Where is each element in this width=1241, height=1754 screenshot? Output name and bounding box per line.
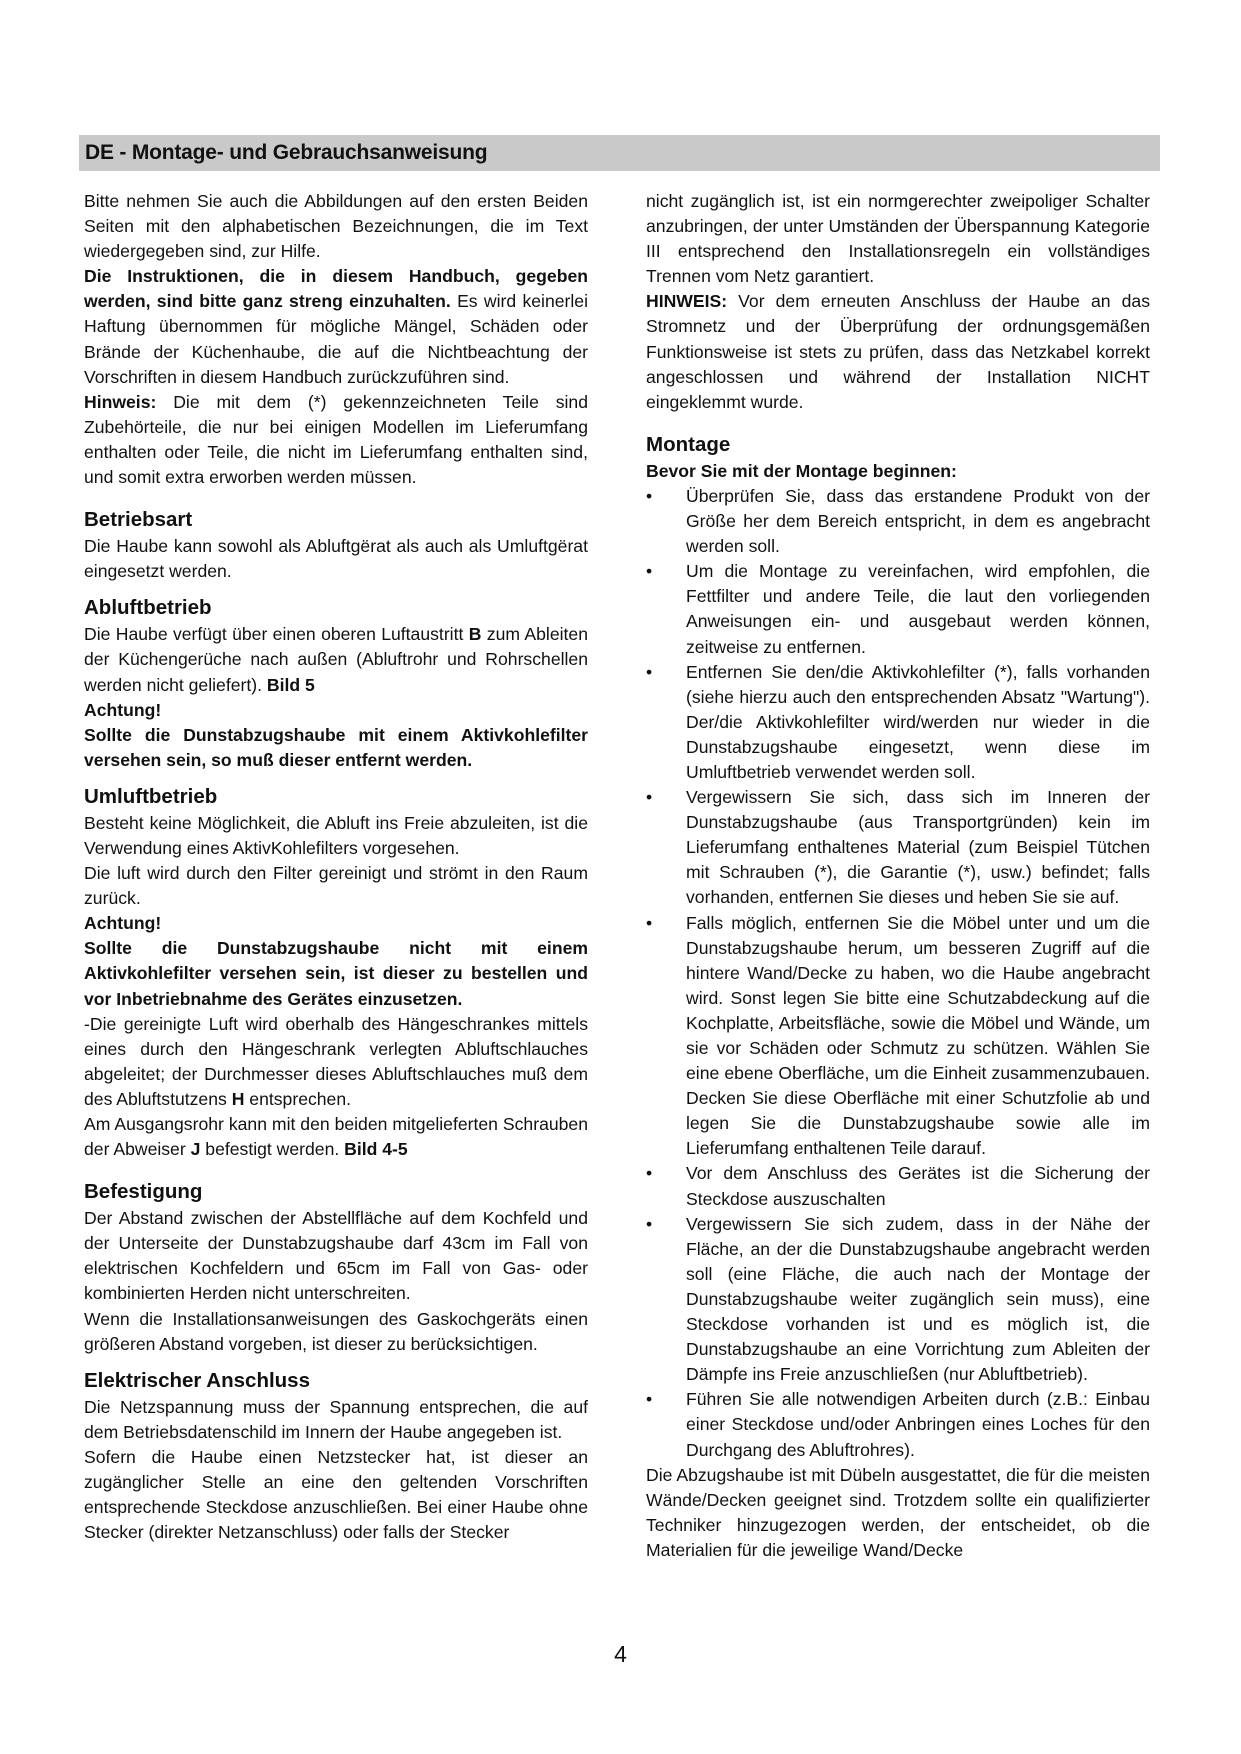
abluft-letter-b: B: [468, 624, 482, 645]
left-column: [84, 189, 588, 1545]
list-item: [646, 785, 1150, 910]
list-item-text: Führen Sie alle notwendigen Arbeiten durch (z.B.: Einbau einer Steckdose und/oder Anbringen eines Loches für den Durchgang des Abluftrohres).: [686, 1389, 1150, 1460]
instructions-paragraph: [84, 264, 588, 389]
heading-elektrischer-anschluss: Elektrischer Anschluss: [84, 1368, 310, 1392]
umluft-text-4a: Am Ausgangsrohr kann mit den beiden mitgelieferten Schrauben der Abweiser: [84, 1114, 588, 1160]
abluft-paragraph: [84, 622, 588, 697]
list-item-text: Überprüfen Sie, dass das erstandene Produkt von der Größe her dem Bereich entspricht, in dem es angebracht werden soll.: [686, 485, 1150, 557]
heading-abluftbetrieb: Abluftbetrieb: [84, 596, 212, 620]
abluft-figure-ref: Bild 5: [266, 674, 315, 695]
montage-subheading: Bevor Sie mit der Montage beginnen:: [646, 460, 957, 481]
list-item-text: Vor dem Anschluss des Gerätes ist die Sicherung der Steckdose auszuschalten: [686, 1163, 1150, 1209]
list-item-text: Falls möglich, entfernen Sie die Möbel unter und um die Dunstabzugshaube herum, um besseren Zugriff auf die hintere Wand/Decke zu haben, wo die Haube angebracht wird. Sonst legen Sie bitte eine Schutzabdeckung auf die Kochplatte, Arbeitsfläche, sowie die Möbel und Wände, um sie vor Schäden oder Schmutz zu schützen. Wählen Sie eine ebene Oberfläche, um die Einheit zusammenzubauen. Decken Sie diese Oberfläche mit einer Schutzfolie ab und legen Sie die Dunstabzugshaube sowie alle im Lieferumfang enthaltenen Teile darauf.: [686, 912, 1150, 1159]
heading-umluftbetrieb: Umluftbetrieb: [84, 784, 218, 808]
bullet-icon: •: [646, 661, 653, 682]
umluft-paragraph-1: Besteht keine Möglichkeit, die Abluft ins Freie abzuleiten, ist die Verwendung eines AktivKohlefilters vorgesehen.: [84, 812, 588, 858]
abluft-text-2: zum Ableiten der Küchengerüche nach außen (Abluftrohr und Rohrschellen werden nicht geliefert).: [84, 624, 588, 695]
bullet-icon: •: [646, 485, 653, 506]
elektro-paragraph-1: Die Netzspannung muss der Spannung entsprechen, die auf dem Betriebsdatenschild im Innern der Haube angegeben ist.: [84, 1396, 588, 1442]
bullet-icon: •: [646, 1163, 653, 1184]
page-number: 4: [614, 1641, 627, 1667]
abluft-text-1: Die Haube verfügt über einen oberen Luftaustritt: [84, 624, 469, 645]
list-item-text: Entfernen Sie den/die Aktivkohlefilter (*), falls vorhanden (siehe hierzu auch den entsprechenden Absatz "Wartung"). Der/die Aktivkohlefilter wird/werden nur wieder in die Dunstabzugshaube eingesetzt, wenn diese im Umluftbetrieb verwendet werden soll.: [686, 661, 1150, 782]
bullet-icon: •: [646, 1389, 653, 1410]
betriebsart-paragraph: Die Haube kann sowohl als Abluftgërat als auch als Umluftgërat eingesetzt werden.: [84, 536, 588, 582]
hinweis-paragraph: [84, 390, 588, 490]
umluft-achtung: Achtung!: [84, 913, 162, 934]
hinweis-uppercase-paragraph: [646, 289, 1150, 414]
montage-checklist: [646, 484, 1150, 1463]
list-item: [646, 484, 1150, 559]
list-item: [646, 559, 1150, 659]
hinweis-uppercase-label: HINWEIS:: [646, 291, 728, 312]
befestigung-paragraph-1: Der Abstand zwischen der Abstellfläche auf dem Kochfeld und der Unterseite der Dunstabzugshaube darf 43cm im Fall von elektrischen Kochfeldern und 65cm im Fall von Gas- oder kombinierten Herden nicht unterschreiten.: [84, 1208, 588, 1304]
final-paragraph: Die Abzugshaube ist mit Dübeln ausgestattet, die für die meisten Wände/Decken geeignet sind. Trotzdem sollte ein qualifizierter Techniker hinzugezogen werden, der entscheidet, ob die Materialien für die jeweilige Wand/Decke: [646, 1464, 1150, 1560]
list-item-text: Vergewissern Sie sich, dass sich im Inneren der Dunstabzugshaube (aus Transportgründen) kein im Lieferumfang enthaltenes Material (zum Beispiel Tütchen mit Schrauben (*), die Garantie (*), usw.) befindet; falls vorhanden, entfernen Sie dieses und heben Sie sie auf.: [686, 787, 1150, 908]
abluft-achtung: Achtung!: [84, 699, 162, 720]
elektro-paragraph-2: Sofern die Haube einen Netzstecker hat, ist dieser an zugänglicher Stelle an eine den geltenden Vorschriften entsprechende Steckdose anzuschließen. Bei einer Haube ohne Stecker (direkter Netzanschluss) oder falls der Stecker: [84, 1446, 588, 1543]
umluft-warning: Sollte die Dunstabzugshaube nicht mit einem Aktivkohlefilter versehen sein, ist dieser zu bestellen und vor Inbetriebnahme des Gerätes einzusetzen.: [84, 938, 588, 1009]
umluft-letter-j: J: [190, 1139, 201, 1160]
heading-betriebsart: Betriebsart: [84, 508, 193, 532]
page-title: DE - Montage- und Gebrauchsanweisung: [85, 141, 488, 164]
list-item-text: Um die Montage zu vereinfachen, wird empfohlen, die Fettfilter und andere Teile, die laut den vorliegenden Anweisungen ein- und ausgebaut werden können, zeitweise zu entfernen.: [686, 561, 1150, 657]
elektro-continuation: nicht zugänglich ist, ist ein normgerechter zweipoliger Schalter anzubringen, der unter Umständen der Überspannung Kategorie III entsprechend den Installationsregeln ein vollständiges Trennen vom Netz garantiert.: [646, 191, 1150, 287]
section-header-bar: [79, 135, 1160, 171]
instructions-text: Es wird keinerlei Haftung übernommen für mögliche Mängel, Schäden oder Brände der Küchenhaube, die auf die Nichtbeachtung der Vorschriften in diesem Handbuch zurückzuführen sind.: [84, 291, 588, 387]
bullet-icon: •: [646, 561, 653, 582]
abluft-warning: Sollte die Dunstabzugshaube mit einem Aktivkohlefilter versehen sein, so muß dieser entfernt werden.: [84, 724, 588, 770]
umluft-figure-ref: Bild 4-5: [344, 1139, 408, 1160]
umluft-text-4b: befestigt werden.: [200, 1139, 345, 1160]
intro-paragraph: Bitte nehmen Sie auch die Abbildungen auf den ersten Beiden Seiten mit den alphabetischen Bezeichnungen, die im Text wiedergegeben sind, zur Hilfe.: [84, 191, 588, 262]
befestigung-paragraph-2: Wenn die Installationsanweisungen des Gaskochgeräts einen größeren Abstand vorgeben, ist dieser zu berücksichtigen.: [84, 1308, 588, 1354]
hinweis-label: Hinweis:: [84, 391, 157, 412]
umluft-letter-h: H: [231, 1088, 245, 1109]
bullet-icon: •: [646, 912, 653, 933]
right-column: [646, 189, 1150, 1563]
list-item: [646, 911, 1150, 1162]
heading-befestigung: Befestigung: [84, 1180, 203, 1204]
hinweis-text: Die mit dem (*) gekennzeichneten Teile sind Zubehörteile, die nur bei einigen Modellen im Lieferumfang enthalten oder Teile, die nicht im Lieferumfang enthalten sind, und somit extra erworben werden müssen.: [84, 391, 588, 488]
umluft-text-3b: entsprechen.: [244, 1088, 352, 1109]
list-item-text: Vergewissern Sie sich zudem, dass in der Nähe der Fläche, an der die Dunstabzugshaube angebracht werden soll (eine Fläche, die auch nach der Montage der Dunstabzugshaube weiter zugänglich sein muss), eine Steckdose vorhanden ist und es möglich ist, die Dunstabzugshaube an eine Vorrichtung zum Ableiten der Dämpfe ins Freie anzuschließen (nur Abluftbetrieb).: [686, 1213, 1150, 1385]
hinweis-uppercase-text: Vor dem erneuten Anschluss der Haube an das Stromnetz und der Überprüfung der ordnungsgemäßen Funktionsweise ist stets zu prüfen, dass das Netzkabel korrekt angeschlossen und während der Installation NICHT eingeklemmt wurde.: [646, 291, 1150, 412]
umluft-paragraph-3: [84, 1012, 588, 1112]
list-item: [646, 660, 1150, 785]
umluft-text-3a: -Die gereinigte Luft wird oberhalb des Hängeschrankes mittels eines durch den Hängeschrank verlegten Abluftschlauches abgeleitet; der Durchmesser dieses Abluftschlauches muß dem des Abluftstutzens: [84, 1013, 588, 1109]
bullet-icon: •: [646, 787, 653, 808]
list-item: [646, 1212, 1150, 1388]
list-item: [646, 1387, 1150, 1462]
bullet-icon: •: [646, 1213, 653, 1234]
instructions-bold: Die Instruktionen, die in diesem Handbuch, gegeben werden, sind bitte ganz streng einzuhalten.: [84, 266, 588, 312]
list-item: [646, 1161, 1150, 1211]
umluft-paragraph-4: [84, 1112, 588, 1162]
umluft-paragraph-2: Die luft wird durch den Filter gereinigt und strömt in den Raum zurück.: [84, 863, 588, 909]
heading-montage: Montage: [646, 432, 731, 456]
